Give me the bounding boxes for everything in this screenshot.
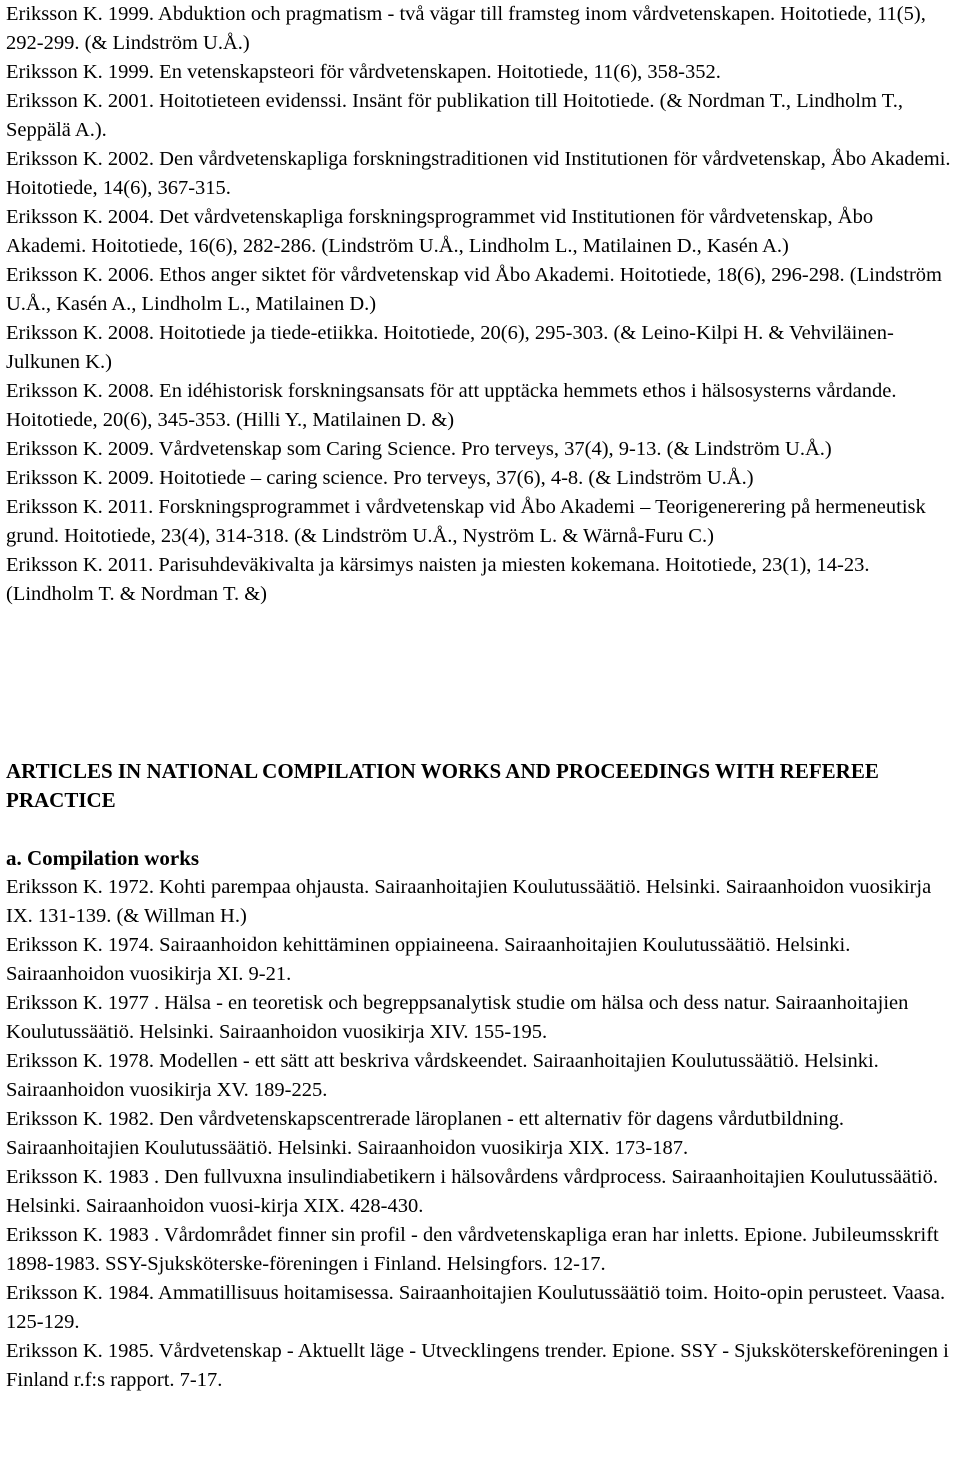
reference-entry: Eriksson K. 1972. Kohti parempaa ohjausta. Sairaanhoitajien Koulutussäätiö. Helsinki. Sairaanhoidon vuosikirja IX. 131-139. (& Willman H.) xyxy=(6,876,932,927)
reference-entry: Eriksson K. 2004. Det vårdvetenskapliga forskningsprogrammet vid Institutionen för vårdvetenskap, Åbo Akademi. Hoitotiede, 16(6), 282-286. (Lindström U.Å., Lindholm L., Matilainen D., Kasén A.) xyxy=(6,206,874,257)
subsection-heading: a. Compilation works xyxy=(6,846,200,870)
reference-entry: Eriksson K. 1983 . Den fullvuxna insulindiabetikern i hälsovårdens vårdprocess. Sairaanhoitajien Koulutussäätiö. Helsinki. Sairaanhoidon vuosi-kirja XIX. 428-430. xyxy=(6,1166,938,1217)
reference-entry: Eriksson K. 2011. Parisuhdeväkivalta ja kärsimys naisten ja miesten kokemana. Hoitotiede, 23(1), 14-23. (Lindholm T. & Nordman T. &) xyxy=(6,554,870,605)
reference-entry: Eriksson K. 1977 . Hälsa - en teoretisk och begreppsanalytisk studie om hälsa och dess natur. Sairaanhoitajien Koulutussäätiö. Helsinki. Sairaanhoidon vuosikirja XIV. 155-195. xyxy=(6,992,909,1043)
reference-entry: Eriksson K. 1978. Modellen - ett sätt att beskriva vårdskeendet. Sairaanhoitajien Koulutussäätiö. Helsinki. Sairaanhoidon vuosikirja XV. 189-225. xyxy=(6,1050,879,1101)
reference-entry: Eriksson K. 2008. Hoitotiede ja tiede-etiikka. Hoitotiede, 20(6), 295-303. (& Leino-Kilpi H. & Vehviläinen-Julkunen K.) xyxy=(6,322,894,373)
reference-entry: Eriksson K. 1974. Sairaanhoidon kehittäminen oppiaineena. Sairaanhoitajien Koulutussäätiö. Helsinki. Sairaanhoidon vuosikirja XI. 9-21. xyxy=(6,934,851,985)
reference-entry: Eriksson K. 2006. Ethos anger siktet för vårdvetenskap vid Åbo Akademi. Hoitotiede, 18(6), 296-298. (Lindström U.Å., Kasén A., Lindholm L., Matilainen D.) xyxy=(6,264,943,315)
reference-entry: Eriksson K. 1999. Abduktion och pragmatism - två vägar till framsteg inom vårdvetenskapen. Hoitotiede, 11(5), 292-299. (& Lindström U.Å.) xyxy=(6,3,926,54)
reference-entry: Eriksson K. 1984. Ammatillisuus hoitamisessa. Sairaanhoitajien Koulutussäätiö toim. Hoito-opin perusteet. Vaasa. 125-129. xyxy=(6,1282,946,1333)
reference-entry: Eriksson K. 1985. Vårdvetenskap - Aktuellt läge - Utvecklingens trender. Epione. SSY - Sjuksköterskeföreningen i Finland r.f:s rapport. 7-17. xyxy=(6,1340,949,1391)
reference-entry: Eriksson K. 2009. Hoitotiede – caring science. Pro terveys, 37(6), 4-8. (& Lindström U.Å.) xyxy=(6,467,754,489)
upper-reference-list xyxy=(6,0,954,609)
reference-entry: Eriksson K. 2008. En idéhistorisk forskningsansats för att upptäcka hemmets ethos i hälsosysterns vårdande. Hoitotiede, 20(6), 345-353. (Hilli Y., Matilainen D. &) xyxy=(6,380,897,431)
reference-entry: Eriksson K. 1999. En vetenskapsteori för vårdvetenskapen. Hoitotiede, 11(6), 358-352. xyxy=(6,61,721,83)
reference-entry: Eriksson K. 2011. Forskningsprogrammet i vårdvetenskap vid Åbo Akademi – Teorigenerering på hermeneutisk grund. Hoitotiede, 23(4), 314-318. (& Lindström U.Å., Nyström L. & Wärnå-Furu C.) xyxy=(6,496,926,547)
reference-entry: Eriksson K. 1982. Den vårdvetenskapscentrerade läroplanen - ett alternativ för dagens vårdutbildning. Sairaanhoitajien Koulutussäätiö. Helsinki. Sairaanhoidon vuosikirja XIX. 173-187. xyxy=(6,1108,844,1159)
reference-entry: Eriksson K. 1983 . Vårdområdet finner sin profil - den vårdvetenskapliga eran har inletts. Epione. Jubileumsskrift 1898-1983. SSY-Sjuksköterske-föreningen i Finland. Helsingfors. 12-17. xyxy=(6,1224,939,1275)
section-heading: ARTICLES IN NATIONAL COMPILATION WORKS AND PROCEEDINGS WITH REFEREE PRACTICE xyxy=(6,759,879,812)
reference-entry: Eriksson K. 2002. Den vårdvetenskapliga forskningstraditionen vid Institutionen för vårdvetenskap, Åbo Akademi. Hoitotiede, 14(6), 367-315. xyxy=(6,148,951,199)
reference-entry: Eriksson K. 2001. Hoitotieteen evidenssi. Insänt för publikation till Hoitotiede. (& Nordman T., Lindholm T., Seppälä A.). xyxy=(6,90,903,141)
compilation-reference-list xyxy=(6,873,954,1395)
reference-entry: Eriksson K. 2009. Vårdvetenskap som Caring Science. Pro terveys, 37(4), 9-13. (& Lindström U.Å.) xyxy=(6,438,832,460)
